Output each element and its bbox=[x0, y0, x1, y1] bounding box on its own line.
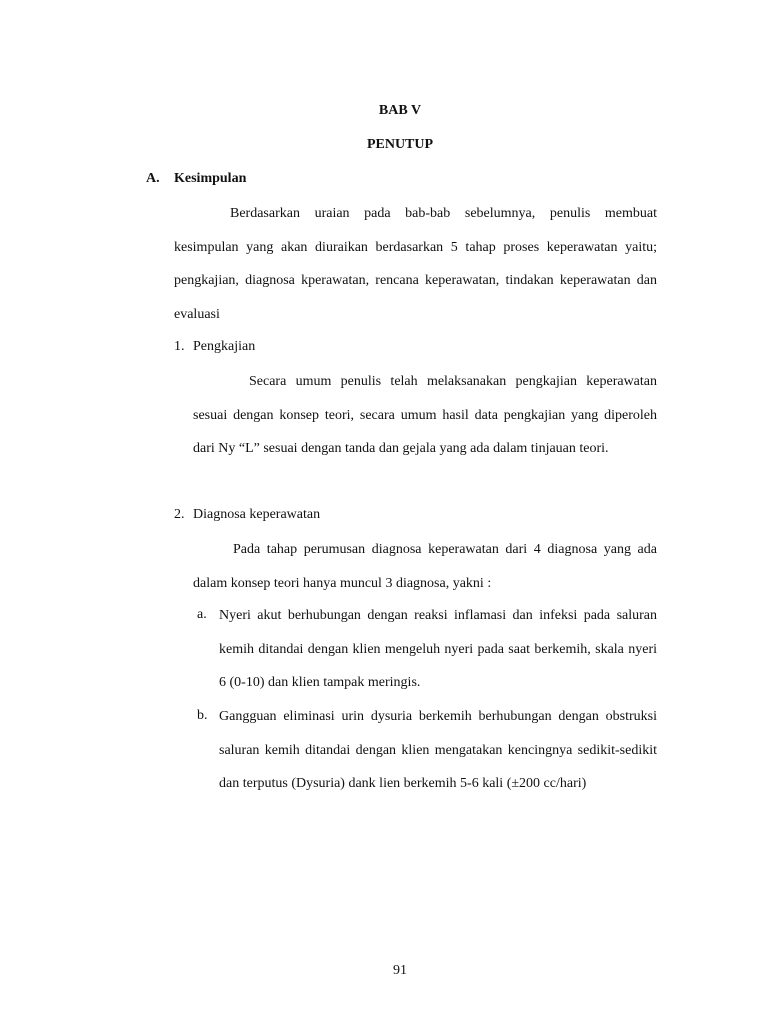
section-intro-paragraph: Berdasarkan uraian pada bab-bab sebelumnya, penulis membuat kesimpulan yang akan diuraikan berdasarkan 5 tahap proses keperawatan yaitu; pengkajian, diagnosa kperawatan, rencana keperawatan, tindakan keperawatan dan evaluasi bbox=[174, 206, 657, 322]
chapter-title: PENUTUP bbox=[366, 137, 434, 152]
subitem-a-marker: a. bbox=[197, 607, 207, 622]
subitem-a-paragraph: Nyeri akut berhubungan dengan reaksi inflamasi dan infeksi pada saluran kemih ditandai dengan klien mengeluh nyeri pada saat berkemih, skala nyeri 6 (0-10) dan klien tampak meringis. bbox=[219, 608, 657, 691]
item-2-marker: 2. bbox=[174, 507, 185, 522]
page-number: 91 bbox=[393, 963, 407, 978]
item-1-title: Pengkajian bbox=[193, 339, 256, 354]
chapter-label: BAB V bbox=[378, 103, 422, 118]
item-2-paragraph: Pada tahap perumusan diagnosa keperawatan dari 4 diagnosa yang ada dalam konsep teori hanya muncul 3 diagnosa, yakni : bbox=[193, 542, 657, 591]
item-2-title: Diagnosa keperawatan bbox=[193, 507, 321, 522]
section-marker: A. bbox=[146, 171, 160, 186]
item-1-marker: 1. bbox=[174, 339, 185, 354]
section-title: Kesimpulan bbox=[174, 171, 247, 186]
item-1-paragraph: Secara umum penulis telah melaksanakan pengkajian keperawatan sesuai dengan konsep teori, secara umum hasil data pengkajian yang diperoleh dari Ny “L” sesuai dengan tanda dan gejala yang ada dalam tinjauan teori. bbox=[193, 374, 657, 457]
subitem-b-paragraph: Gangguan eliminasi urin dysuria berkemih berhubungan dengan obstruksi saluran kemih ditandai dengan klien mengatakan kencingnya sedikit-sedikit dan terputus (Dysuria) dank lien berkemih 5-6 kali (±200 cc/hari) bbox=[219, 709, 657, 792]
subitem-b-marker: b. bbox=[197, 708, 208, 723]
